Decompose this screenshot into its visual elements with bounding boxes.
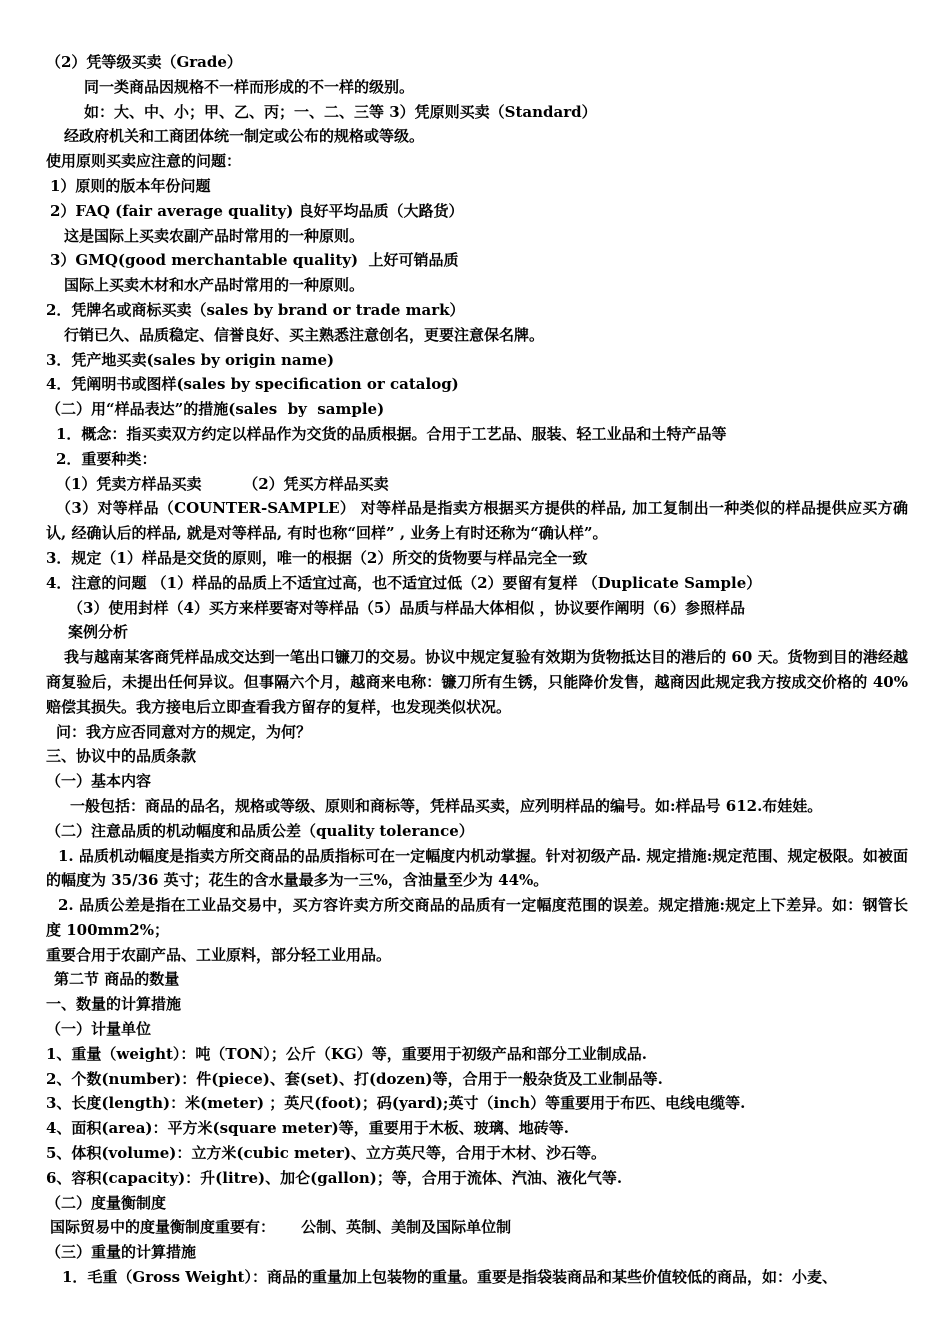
text-line-24: 我与越南某客商凭样品成交达到一笔出口镰刀的交易。协议中规定复验有效期为货物抵达目的港后的 60 天。货物到目的港经越商复验后，未提出任何异议。但事隔六个月，越商来电称：镰刀所有生锈，只能降价发售，越商因此规定我方按成交价格的 40%赔偿其损失。我方接电后立即查看我方留存的复样，也发现类似状况。 [46,648,908,716]
text-line-11: 2．凭牌名或商标买卖（sales by brand or trade mark） [46,300,465,319]
text-line-10: 国际上买卖木材和水产品时常用的一种原则。 [64,276,365,295]
text-line-8: 这是国际上买卖农副产品时常用的一种原则。 [64,226,365,245]
text-line-42: （二）度量衡制度 [46,1193,167,1212]
document-body [46,50,908,1290]
text-line-29: （二）注意品质的机动幅度和品质公差（quality tolerance） [46,821,474,840]
text-line-13: 3．凭产地买卖(sales by origin name) [46,350,335,369]
text-line-20: 3．规定（1）样品是交货的原则，唯一的根据（2）所交的货物要与样品完全一致 [46,548,588,567]
text-line-9: 3）GMQ(good merchantable quality) 上好可销品质 [50,251,459,270]
text-line-36: 1、重量（weight）：吨（TON）；公斤（KG）等，重要用于初级产品和部分工业制成品. [46,1044,647,1063]
text-line-15: （二）用“样品表达”的措施(sales by sample) [46,400,385,419]
text-line-19: （3）对等样品（COUNTER-SAMPLE） 对等样品是指卖方根据买方提供的样品, 加工复制出一种类似的样品提供应买方确认, 经确认后的样品, 就是对等样品, 有时也称“回样” , 业务上有时还称为“确认样”。 [46,499,908,543]
text-line-39: 4、面积(area)：平方米(square meter)等，重要用于木板、玻璃、地砖等. [46,1119,569,1138]
text-line-17: 2．重要种类： [56,449,157,468]
text-line-31: 2. 品质公差是指在工业品交易中，买方容许卖方所交商品的品质有一定幅度范围的误差。规定措施:规定上下差异。如：钢管长度 100mm2%； [46,896,908,939]
text-line-16: 1．概念：指买卖双方约定以样品作为交货的品质根据。合用于工艺品、服装、轻工业品和土特产品等 [56,424,727,443]
text-line-5: 使用原则买卖应注意的问题： [46,152,242,171]
text-line-28: 一般包括：商品的品名，规格或等级、原则和商标等，凭样品买卖，应列明样品的编号。如:样品号 612.布娃娃。 [70,796,823,815]
text-line-21: 4．注意的问题 （1）样品的品质上不适宜过高，也不适宜过低（2）要留有复样 （Duplicate Sample） [46,573,762,592]
text-line-6: 1）原则的版本年份问题 [50,176,211,195]
text-line-32: 重要合用于农副产品、工业原料，部分轻工业用品。 [46,945,392,964]
text-line-3: 如：大、中、小；甲、乙、丙；一、二、三等 3）凭原则买卖（Standard） [84,102,597,121]
text-line-12: 行销已久、品质稳定、信誉良好、买主熟悉注意创名，更要注意保名牌。 [64,325,545,344]
text-line-30: 1. 品质机动幅度是指卖方所交商品的品质指标可在一定幅度内机动掌握。针对初级产品. 规定措施:规定范围、规定极限。如被面的幅度为 35/36 英寸；花生的含水量最多为一三%，含油量至少为 44%。 [46,846,908,890]
text-line-26: 三、协议中的品质条款 [46,747,197,766]
text-line-44: （三）重量的计算措施 [46,1243,197,1262]
text-line-35: （一）计量单位 [46,1020,152,1039]
text-line-4: 经政府机关和工商团体统一制定或公布的规格或等级。 [64,127,425,146]
text-line-40: 5、体积(volume)：立方米(cubic meter)、立方英尺等，合用于木材、沙石等。 [46,1144,606,1163]
text-line-22: （3）使用封样（4）买方来样要寄对等样品（5）品质与样品大体相似 ，协议要作阐明（6）参照样品 [68,598,745,617]
text-line-18: （1）凭卖方样品买卖 （2）凭买方样品买卖 [56,474,389,493]
text-line-1: （2）凭等级买卖（Grade） [46,53,242,71]
text-line-45: 1．毛重（Gross Weight）：商品的重量加上包装物的重量。重要是指袋装商品和某些价值较低的商品，如：小麦、 [62,1268,837,1287]
text-line-2: 同一类商品因规格不一样而形成的不一样的级别。 [84,77,415,96]
text-line-25: 问：我方应否同意对方的规定，为何？ [56,722,312,741]
text-line-14: 4．凭阐明书或图样(sales by specification or catalog) [46,375,459,394]
text-line-34: 一、数量的计算措施 [46,995,182,1014]
text-line-37: 2、个数(number)：件(piece)、套(set)、打(dozen)等，合用于一般杂货及工业制品等. [46,1069,663,1088]
text-line-38: 3、长度(length)：米(meter) ；英尺(foot)；码(yard);英寸（inch）等重要用于布匹、电线电缆等. [46,1094,746,1113]
text-line-41: 6、容积(capacity)：升(litre)、加仑(gallon)；等，合用于流体、汽油、液化气等. [46,1168,623,1187]
text-line-33: 第二节 商品的数量 [54,970,180,989]
text-line-43: 国际贸易中的度量衡制度重要有： 公制、英制、美制及国际单位制 [50,1218,512,1237]
text-line-27: （一）基本内容 [46,772,152,791]
text-line-23: 案例分析 [68,623,129,642]
text-line-7: 2）FAQ (fair average quality) 良好平均品质（大路货） [50,201,464,220]
